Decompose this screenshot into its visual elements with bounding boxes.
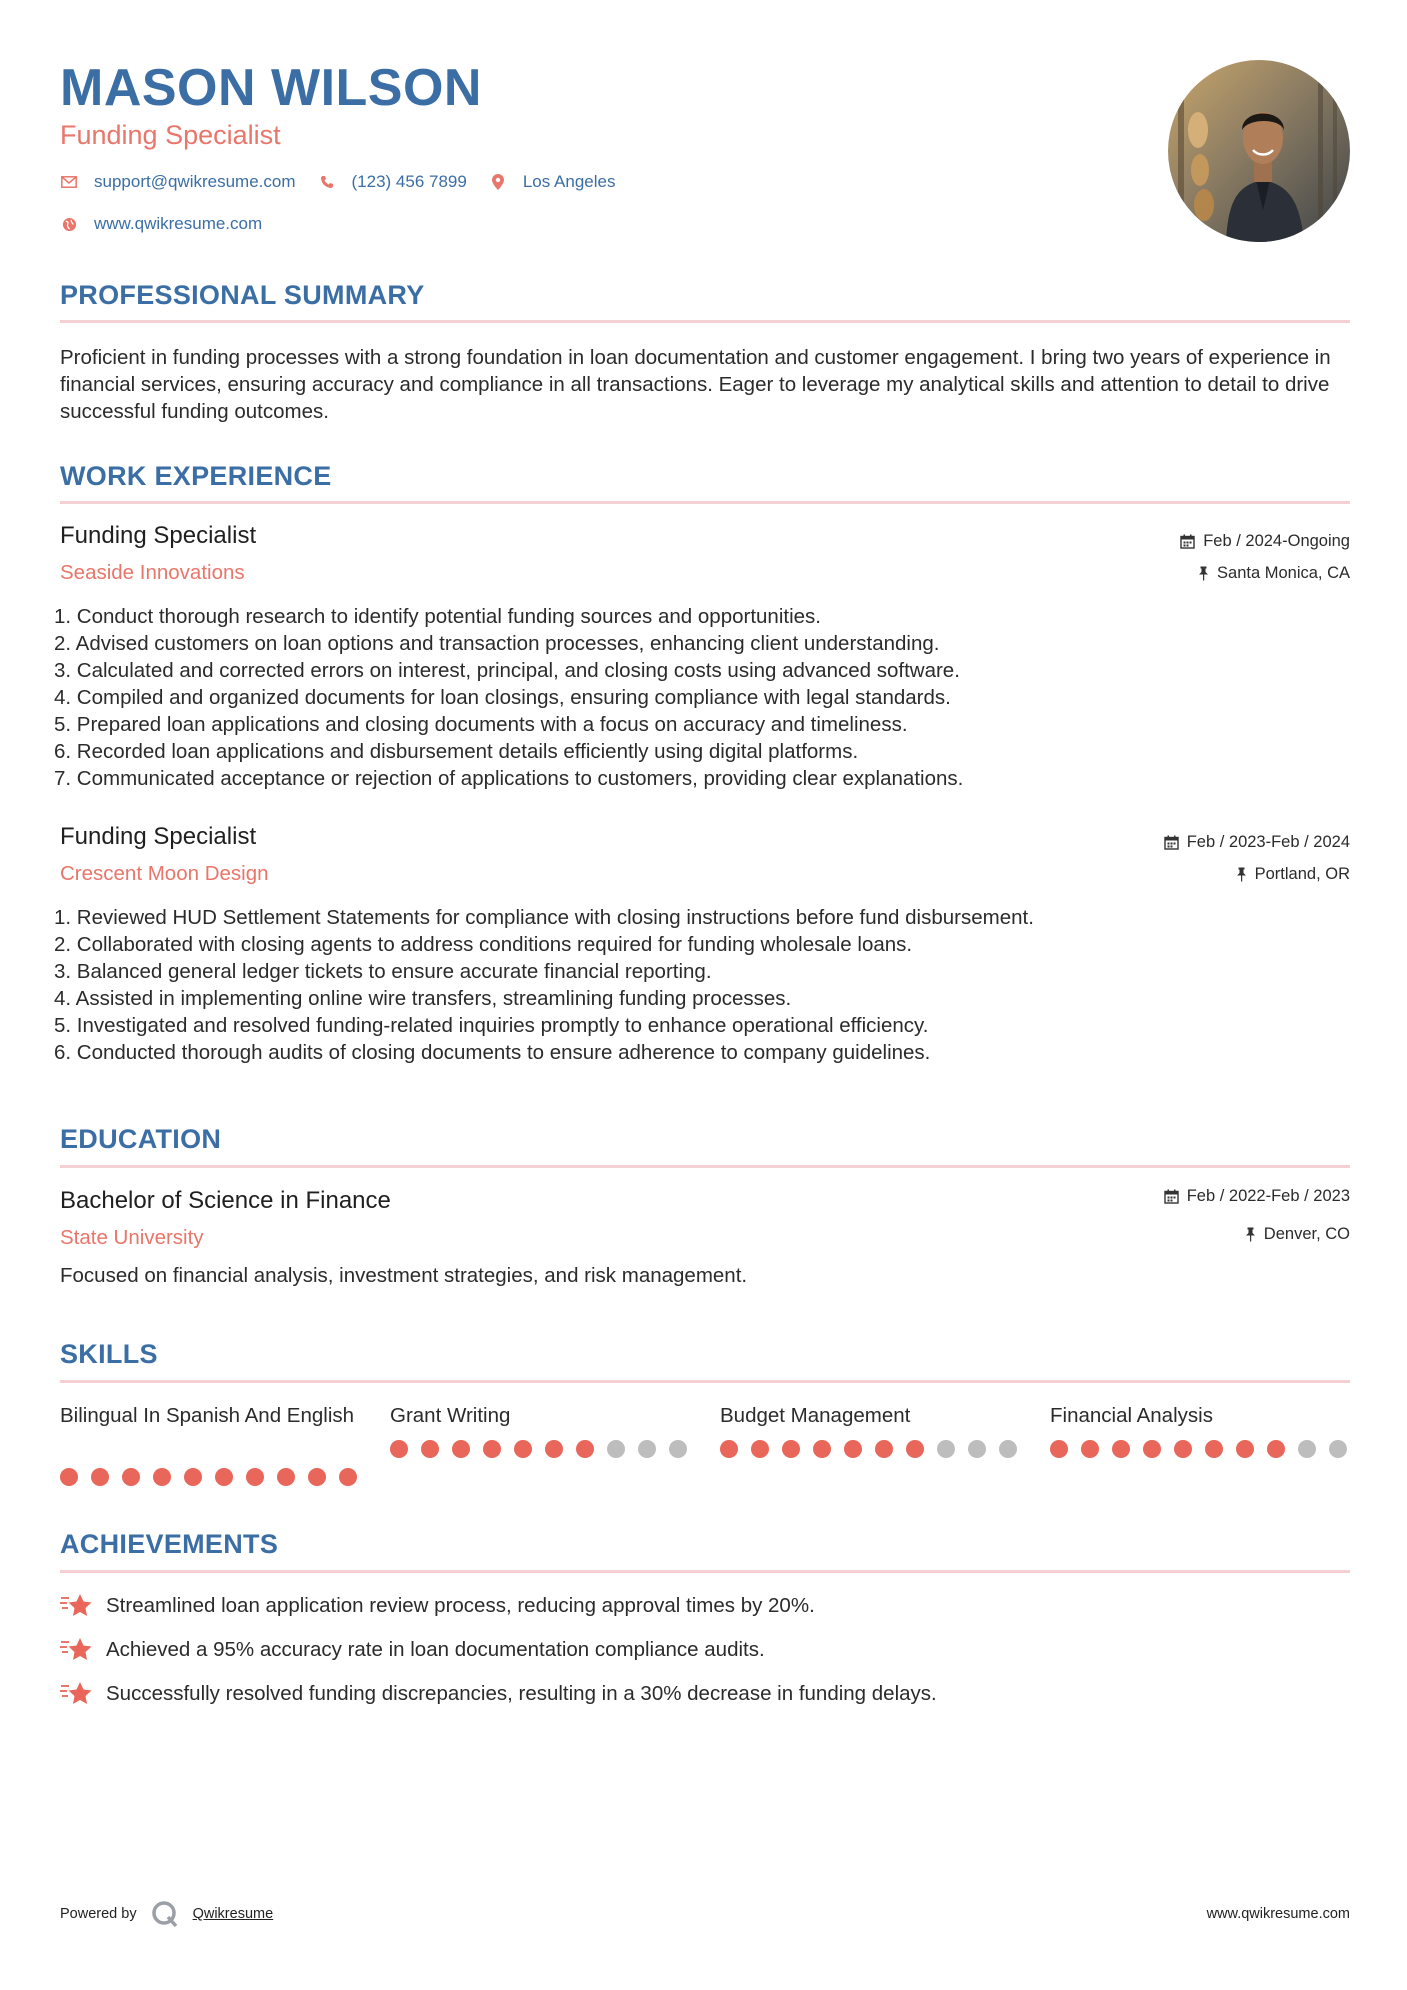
calendar-icon <box>1164 1189 1179 1204</box>
rating-dot-filled <box>1174 1440 1192 1458</box>
calendar-icon <box>1164 835 1179 850</box>
education-dates <box>1164 1187 1350 1206</box>
achievement-text: Streamlined loan application review process, reducing approval times by 20%. <box>106 1594 815 1617</box>
section-divider <box>60 320 1350 323</box>
rating-dot-filled <box>277 1468 295 1486</box>
rating-dot-filled <box>906 1440 924 1458</box>
rating-dot-filled <box>1267 1440 1285 1458</box>
envelope-icon <box>60 173 78 191</box>
list-item: 1. Conduct thorough research to identify potential funding sources and opportunities. <box>54 605 821 628</box>
section-divider <box>60 501 1350 504</box>
map-pin-icon <box>489 173 507 191</box>
contact-row-secondary <box>60 214 284 234</box>
rating-dot-filled <box>1205 1440 1223 1458</box>
section-divider <box>60 1165 1350 1168</box>
calendar-icon <box>1180 534 1195 549</box>
rating-dot-empty <box>968 1440 986 1458</box>
phone-text: (123) 456 7899 <box>351 172 467 191</box>
achievement-item <box>60 1636 765 1664</box>
section-divider <box>60 1570 1350 1573</box>
candidate-title: Funding Specialist <box>60 120 281 150</box>
profile-photo <box>1168 60 1350 242</box>
job-location <box>1236 865 1350 884</box>
achievement-item <box>60 1680 937 1708</box>
list-item: 2. Collaborated with closing agents to address conditions required for funding wholesale loans. <box>54 933 913 956</box>
rating-dot-empty <box>669 1440 687 1458</box>
globe-icon <box>60 215 78 233</box>
star-award-icon <box>60 1636 94 1664</box>
list-item: 6. Recorded loan applications and disbursement details efficiently using digital platforms. <box>54 740 859 763</box>
achievements-heading: ACHIEVEMENTS <box>60 1529 279 1559</box>
footer-powered-by <box>60 1900 273 1928</box>
rating-dot-filled <box>60 1468 78 1486</box>
skill-rating <box>390 1440 700 1458</box>
school-name: State University <box>60 1226 204 1249</box>
skill-item <box>60 1402 360 1429</box>
skill-name: Bilingual In Spanish And English <box>60 1404 355 1427</box>
rating-dot-filled <box>184 1468 202 1486</box>
job-company: Crescent Moon Design <box>60 862 269 885</box>
list-item: 7. Communicated acceptance or rejection of applications to customers, providing clear explanations. <box>54 767 964 790</box>
skill-item <box>1050 1402 1350 1429</box>
education-heading: EDUCATION <box>60 1124 222 1154</box>
rating-dot-filled <box>751 1440 769 1458</box>
list-item: 4. Assisted in implementing online wire transfers, streamlining funding processes. <box>54 987 792 1010</box>
rating-dot-filled <box>844 1440 862 1458</box>
location-text: Los Angeles <box>522 172 616 191</box>
job-dates-text: Feb / 2023-Feb / 2024 <box>1186 833 1350 851</box>
skill-rating <box>720 1440 1030 1458</box>
degree-title: Bachelor of Science in Finance <box>60 1187 391 1214</box>
rating-dot-filled <box>421 1440 439 1458</box>
list-item: 4. Compiled and organized documents for loan closings, ensuring compliance with legal standards. <box>54 686 951 709</box>
list-item: 5. Investigated and resolved funding-related inquiries promptly to enhance operational efficiency. <box>54 1014 929 1037</box>
job-location-text: Santa Monica, CA <box>1217 564 1350 582</box>
rating-dot-filled <box>514 1440 532 1458</box>
education-description: Focused on financial analysis, investment strategies, and risk management. <box>60 1264 748 1287</box>
rating-dot-filled <box>1236 1440 1254 1458</box>
list-item: 2. Advised customers on loan options and transaction processes, enhancing client understanding. <box>54 632 940 655</box>
education-location-text: Denver, CO <box>1263 1225 1350 1243</box>
powered-by-label: Powered by <box>60 1906 137 1922</box>
rating-dot-empty <box>607 1440 625 1458</box>
job-dates <box>1180 532 1350 551</box>
summary-text: Proficient in funding processes with a strong foundation in loan documentation and customer engagement. I bring two years of experience in financial services, ensuring accuracy and compliance in all transactions. Eager to leverage my analytical skills and attention to detail to drive successful funding outcomes. <box>60 346 1331 423</box>
skill-item <box>720 1402 1020 1429</box>
skills-heading: SKILLS <box>60 1339 158 1369</box>
job-role: Funding Specialist <box>60 522 257 549</box>
rating-dot-filled <box>875 1440 893 1458</box>
contact-row-primary <box>60 172 637 192</box>
rating-dot-filled <box>339 1468 357 1486</box>
rating-dot-filled <box>1050 1440 1068 1458</box>
job-company: Seaside Innovations <box>60 561 245 584</box>
rating-dot-filled <box>452 1440 470 1458</box>
list-item: 5. Prepared loan applications and closing documents with a focus on accuracy and timeliness. <box>54 713 908 736</box>
education-dates-text: Feb / 2022-Feb / 2023 <box>1186 1187 1350 1205</box>
email-link[interactable]: support@qwikresume.com <box>94 172 296 191</box>
skill-rating <box>1050 1440 1360 1458</box>
rating-dot-empty <box>937 1440 955 1458</box>
skill-name: Budget Management <box>720 1404 911 1427</box>
skill-name: Financial Analysis <box>1050 1404 1213 1427</box>
brand-link[interactable]: Qwikresume <box>192 1906 274 1922</box>
rating-dot-filled <box>308 1468 326 1486</box>
resume-page <box>54 0 1350 1990</box>
rating-dot-filled <box>1143 1440 1161 1458</box>
rating-dot-empty <box>1298 1440 1316 1458</box>
skill-item <box>390 1402 690 1429</box>
rating-dot-filled <box>720 1440 738 1458</box>
website-link[interactable]: www.qwikresume.com <box>94 214 263 233</box>
list-item: 1. Reviewed HUD Settlement Statements for compliance with closing instructions before fund disbursement. <box>54 906 1034 929</box>
job-dates <box>1164 833 1350 852</box>
candidate-name: MASON WILSON <box>60 59 482 117</box>
rating-dot-filled <box>246 1468 264 1486</box>
job-dates-text: Feb / 2024-Ongoing <box>1203 532 1350 550</box>
achievement-item <box>60 1592 815 1620</box>
job-role: Funding Specialist <box>60 823 257 850</box>
pushpin-icon <box>1245 1227 1256 1242</box>
rating-dot-filled <box>545 1440 563 1458</box>
footer-url[interactable]: www.qwikresume.com <box>1206 1906 1350 1922</box>
rating-dot-filled <box>153 1468 171 1486</box>
rating-dot-empty <box>638 1440 656 1458</box>
rating-dot-filled <box>1112 1440 1130 1458</box>
job-duties <box>54 603 1344 792</box>
job-duties <box>54 904 1344 1066</box>
job-location <box>1198 564 1350 583</box>
achievement-text: Achieved a 95% accuracy rate in loan documentation compliance audits. <box>106 1638 765 1661</box>
qwikresume-logo-icon <box>151 1900 179 1928</box>
rating-dot-filled <box>91 1468 109 1486</box>
achievement-text: Successfully resolved funding discrepancies, resulting in a 30% decrease in funding delays. <box>106 1682 937 1705</box>
rating-dot-filled <box>390 1440 408 1458</box>
list-item: 3. Balanced general ledger tickets to ensure accurate financial reporting. <box>54 960 712 983</box>
pushpin-icon <box>1198 566 1209 581</box>
rating-dot-filled <box>782 1440 800 1458</box>
pushpin-icon <box>1236 867 1247 882</box>
star-award-icon <box>60 1680 94 1708</box>
rating-dot-filled <box>215 1468 233 1486</box>
rating-dot-empty <box>999 1440 1017 1458</box>
rating-dot-empty <box>1329 1440 1347 1458</box>
skill-name: Grant Writing <box>390 1404 511 1427</box>
experience-heading: WORK EXPERIENCE <box>60 461 332 491</box>
summary-heading: PROFESSIONAL SUMMARY <box>60 280 425 310</box>
education-location <box>1245 1225 1350 1244</box>
list-item: 6. Conducted thorough audits of closing documents to ensure adherence to company guidelines. <box>54 1041 931 1064</box>
phone-icon <box>318 173 336 191</box>
job-location-text: Portland, OR <box>1254 865 1350 883</box>
rating-dot-filled <box>1081 1440 1099 1458</box>
rating-dot-filled <box>813 1440 831 1458</box>
skill-rating <box>60 1468 370 1486</box>
list-item: 3. Calculated and corrected errors on interest, principal, and closing costs using advanced software. <box>54 659 960 682</box>
star-award-icon <box>60 1592 94 1620</box>
section-divider <box>60 1380 1350 1383</box>
rating-dot-filled <box>122 1468 140 1486</box>
rating-dot-filled <box>576 1440 594 1458</box>
rating-dot-filled <box>483 1440 501 1458</box>
